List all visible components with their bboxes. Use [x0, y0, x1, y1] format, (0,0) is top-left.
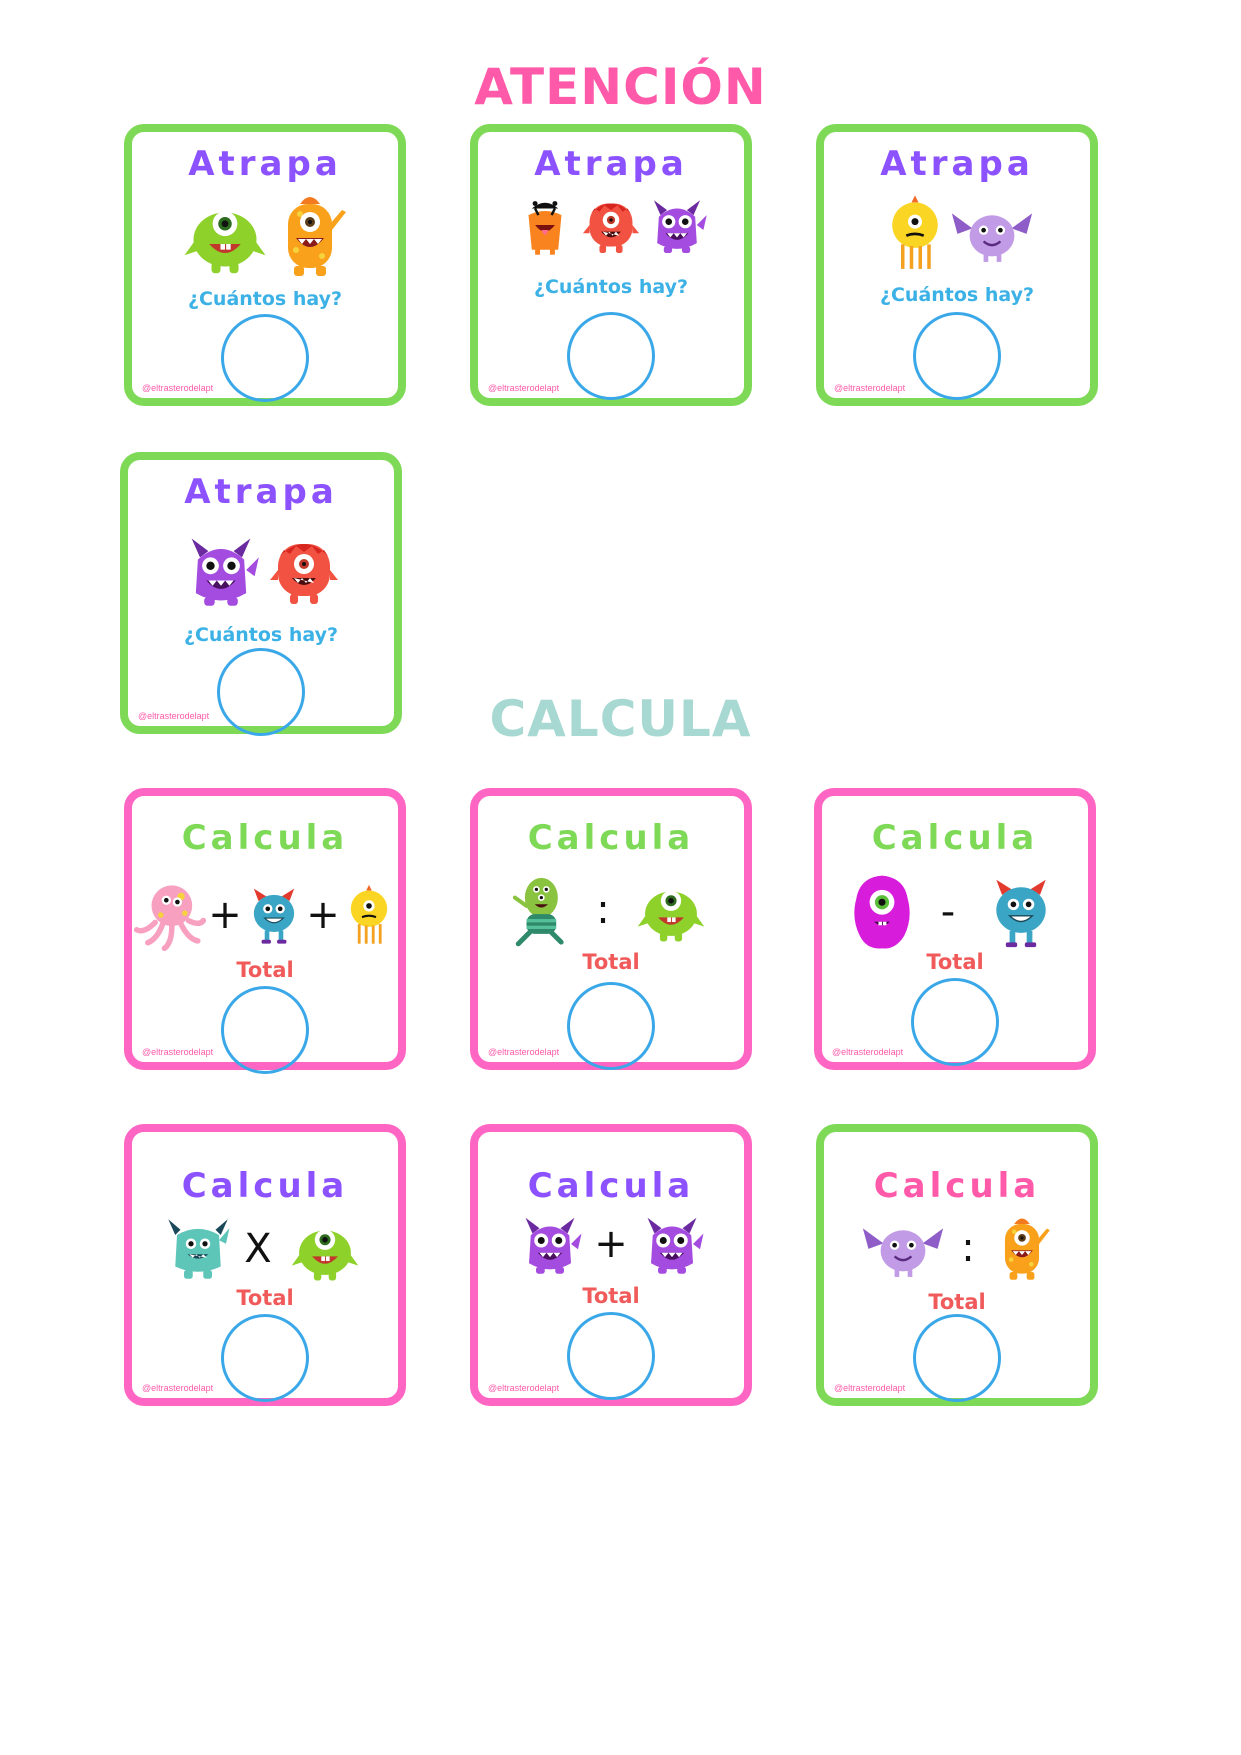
operator-symbol: : — [961, 1225, 975, 1271]
question-label: ¿Cuántos hay? — [183, 624, 339, 646]
card-title: Atrapa — [880, 144, 1034, 184]
card-title: Atrapa — [188, 144, 342, 184]
teal-horned-monster-icon — [983, 874, 1059, 950]
credit-label: @eltrasterodelapt — [488, 1047, 560, 1057]
monster-group — [478, 190, 744, 260]
calcula-card-2 — [470, 788, 752, 1070]
monster-group — [824, 192, 1090, 274]
green-cyclops-monster-icon — [283, 1212, 367, 1286]
atrapa-card-1 — [124, 124, 406, 406]
answer-circle[interactable] — [567, 1312, 655, 1400]
lilac-bat-monster-icon — [861, 1215, 945, 1281]
atrapa-card-2 — [470, 124, 752, 406]
card-title: Calcula — [527, 818, 695, 858]
calcula-card-1 — [124, 788, 406, 1070]
operator-symbol: + — [594, 1221, 628, 1267]
card-title: Calcula — [871, 818, 1039, 858]
monster-group — [128, 528, 394, 612]
answer-circle[interactable] — [913, 1314, 1001, 1402]
red-cyclops-monster-icon — [264, 530, 344, 610]
card-title: Atrapa — [534, 144, 688, 184]
answer-circle[interactable] — [221, 314, 309, 402]
orange-spotted-monster-icon — [270, 190, 350, 280]
purple-horned-monster-icon — [515, 1208, 585, 1280]
teal-furry-monster-icon — [163, 1214, 233, 1284]
answer-circle[interactable] — [913, 312, 1001, 400]
green-cyclops-monster-icon — [180, 190, 270, 280]
credit-label: @eltrasterodelapt — [832, 1047, 904, 1057]
total-label: Total — [236, 1286, 294, 1310]
operator-symbol: - — [940, 889, 956, 935]
answer-circle[interactable] — [567, 312, 655, 400]
magenta-fluffy-monster-icon — [851, 870, 913, 954]
teal-horned-monster-icon — [243, 882, 305, 948]
section-title-calcula: CALCULA — [489, 690, 752, 748]
purple-horned-monster-icon — [178, 528, 264, 612]
card-title: Calcula — [527, 1166, 695, 1206]
equation — [132, 1212, 398, 1286]
card-title: Calcula — [181, 818, 349, 858]
purple-horned-monster-icon — [637, 1208, 707, 1280]
credit-label: @eltrasterodelapt — [142, 1383, 214, 1393]
credit-label: @eltrasterodelapt — [834, 383, 906, 393]
red-cyclops-monster-icon — [578, 190, 644, 260]
credit-label: @eltrasterodelapt — [142, 1047, 214, 1057]
green-striped-monster-icon — [510, 872, 576, 948]
lilac-bat-monster-icon — [950, 200, 1034, 266]
calcula-card-5 — [470, 1124, 752, 1406]
calcula-card-4 — [124, 1124, 406, 1406]
credit-label: @eltrasterodelapt — [488, 383, 560, 393]
question-label: ¿Cuántos hay? — [187, 288, 343, 310]
purple-horned-monster-icon — [644, 190, 710, 260]
operator-symbol: + — [306, 892, 340, 938]
equation — [478, 872, 744, 948]
pink-octopus-monster-icon — [133, 878, 207, 952]
card-title: Calcula — [181, 1166, 349, 1206]
credit-label: @eltrasterodelapt — [138, 711, 210, 721]
card-title: Atrapa — [184, 472, 338, 512]
total-label: Total — [582, 1284, 640, 1308]
section-title-atencion: ATENCIÓN — [474, 58, 767, 116]
credit-label: @eltrasterodelapt — [488, 1383, 560, 1393]
answer-circle[interactable] — [911, 978, 999, 1066]
card-title: Calcula — [873, 1166, 1041, 1206]
answer-circle[interactable] — [567, 982, 655, 1070]
total-label: Total — [926, 950, 984, 974]
total-label: Total — [236, 958, 294, 982]
question-label: ¿Cuántos hay? — [879, 284, 1035, 306]
yellow-cyclops-monster-icon — [880, 192, 950, 274]
credit-label: @eltrasterodelapt — [834, 1383, 906, 1393]
green-cyclops-monster-icon — [630, 873, 712, 947]
yellow-cyclops-monster-icon — [341, 879, 397, 951]
equation — [132, 878, 398, 952]
answer-circle[interactable] — [221, 1314, 309, 1402]
equation — [822, 870, 1088, 954]
equation — [478, 1208, 744, 1280]
atrapa-card-3 — [816, 124, 1098, 406]
orange-spotted-monster-icon — [991, 1212, 1053, 1284]
calcula-card-3 — [814, 788, 1096, 1070]
operator-symbol: X — [244, 1226, 272, 1272]
credit-label: @eltrasterodelapt — [142, 383, 214, 393]
monster-group — [132, 190, 398, 280]
operator-symbol: + — [208, 892, 242, 938]
answer-circle[interactable] — [221, 986, 309, 1074]
calcula-card-6 — [816, 1124, 1098, 1406]
orange-eyestalk-monster-icon — [512, 190, 578, 260]
equation — [824, 1212, 1090, 1284]
operator-symbol: : — [596, 887, 610, 933]
total-label: Total — [928, 1290, 986, 1314]
question-label: ¿Cuántos hay? — [533, 276, 689, 298]
total-label: Total — [582, 950, 640, 974]
